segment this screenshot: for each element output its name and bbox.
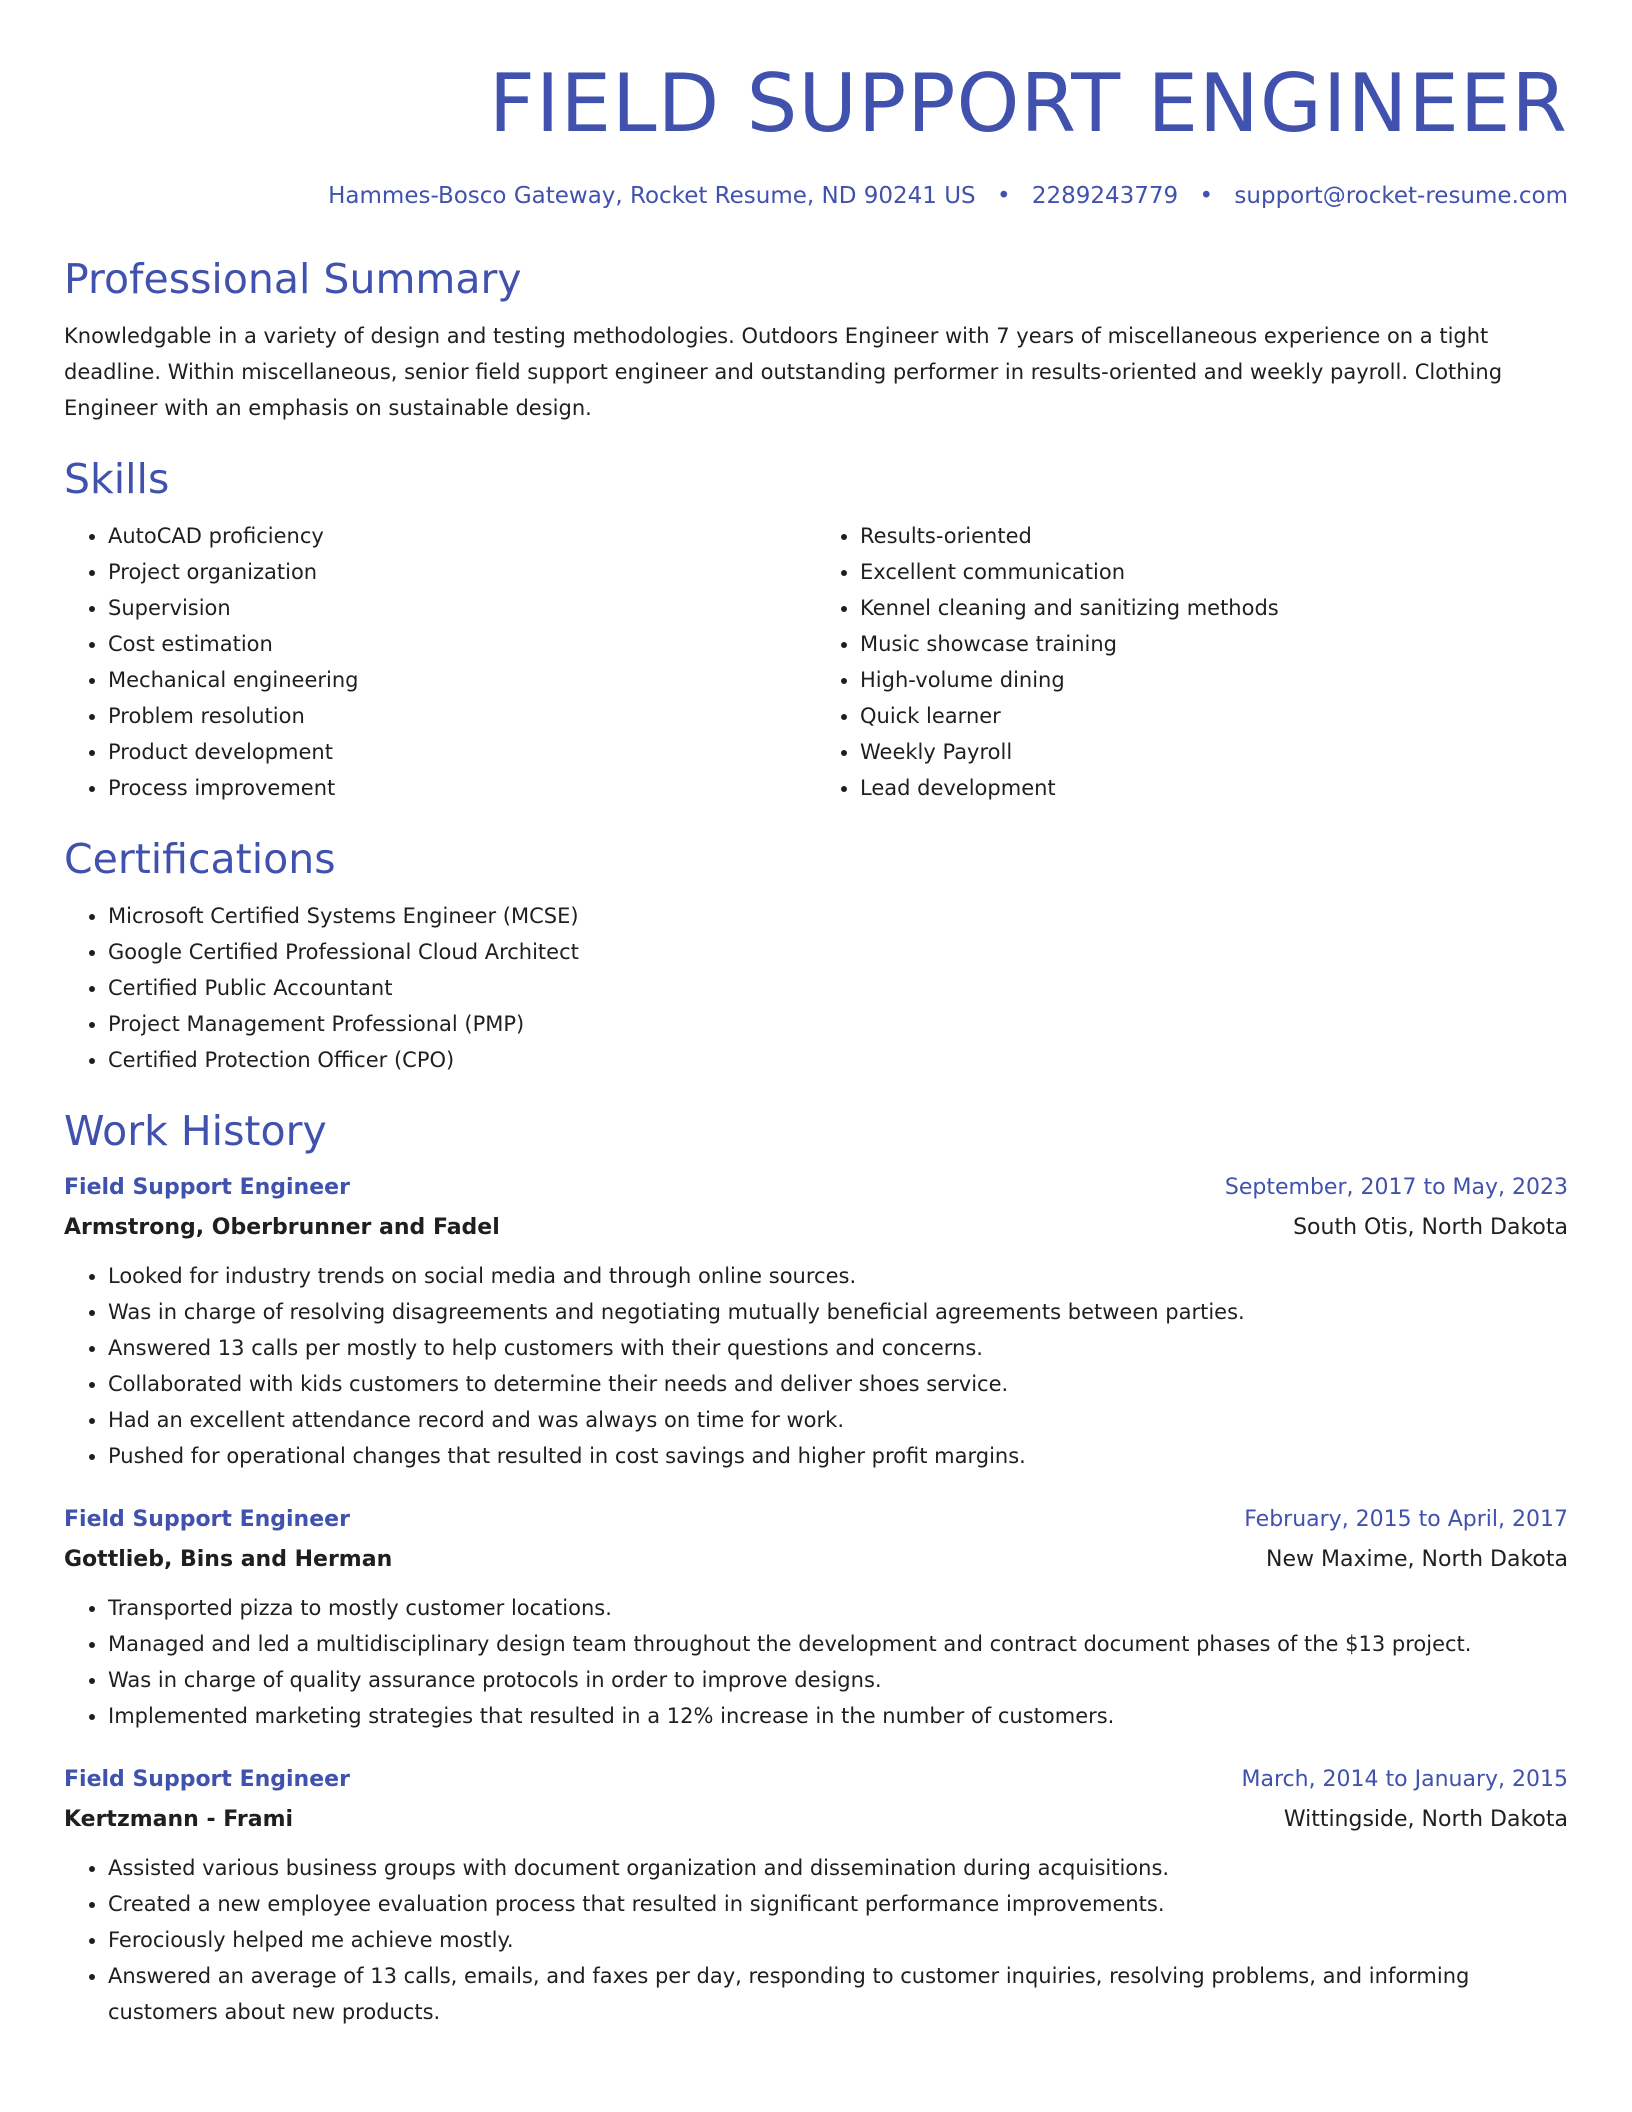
certification-item: • Certified Protection Officer (CPO) [108, 1042, 1568, 1078]
skill-item: • Cost estimation [108, 626, 816, 662]
job-bullet: • Collaborated with kids customers to determine their needs and deliver shoes service. [108, 1366, 1568, 1402]
skills-heading: Skills [64, 455, 170, 503]
skill-item: • Weekly Payroll [860, 734, 1568, 770]
certifications-list [64, 898, 1568, 1078]
job-entry [64, 1760, 1568, 2030]
job-company: Gottlieb, Bins and Herman [64, 1547, 393, 1572]
summary-text: Knowledgable in a variety of design and testing methodologies. Outdoors Engineer with 7 years of miscellaneous experience on a tight deadline. Within miscellaneous, senior field support engineer and outstanding performer in results-oriented and weekly payroll. Clothing Engineer with an emphasis on sustainable design. [64, 324, 1503, 420]
job-bullets [64, 1850, 1568, 2030]
skill-item: • Project organization [108, 554, 816, 590]
skill-item: • Problem resolution [108, 698, 816, 734]
certification-item: • Project Management Professional (PMP) [108, 1006, 1568, 1042]
skill-item: • Mechanical engineering [108, 662, 816, 698]
contact-separator: • [1199, 183, 1214, 209]
resume-name: FIELD SUPPORT ENGINEER [488, 57, 1568, 150]
job-location: South Otis, North Dakota [1293, 1215, 1568, 1240]
skill-item: • Supervision [108, 590, 816, 626]
skill-item: • Results-oriented [860, 518, 1568, 554]
job-header [64, 1168, 1568, 1208]
skills-grid [64, 518, 1568, 806]
job-header [64, 1760, 1568, 1800]
contact-address: Hammes-Bosco Gateway, Rocket Resume, ND 90241 US [328, 183, 976, 209]
job-subheader [64, 1208, 1568, 1248]
certification-item: • Certified Public Accountant [108, 970, 1568, 1006]
job-bullet: • Was in charge of quality assurance protocols in order to improve designs. [108, 1662, 1568, 1698]
job-subheader [64, 1800, 1568, 1840]
job-dates: September, 2017 to May, 2023 [1224, 1175, 1568, 1200]
skill-item: • Lead development [860, 770, 1568, 806]
job-bullet: • Assisted various business groups with document organization and dissemination during acquisitions. [108, 1850, 1568, 1886]
resume-page [64, 0, 1568, 2030]
job-company: Kertzmann - Frami [64, 1807, 294, 1832]
skill-item: • AutoCAD proficiency [108, 518, 816, 554]
job-bullet: • Managed and led a multidisciplinary design team throughout the development and contract document phases of the $13 project. [108, 1626, 1568, 1662]
contact-line [64, 180, 1568, 212]
certification-item: • Google Certified Professional Cloud Architect [108, 934, 1568, 970]
job-dates: March, 2014 to January, 2015 [1241, 1767, 1568, 1792]
summary-heading: Professional Summary [64, 255, 522, 303]
job-entry [64, 1500, 1568, 1734]
job-bullets [64, 1590, 1568, 1734]
job-entry [64, 1168, 1568, 1474]
contact-separator: • [996, 183, 1011, 209]
job-bullet: • Answered an average of 13 calls, emails, and faxes per day, responding to customer inquiries, resolving problems, and informing customers about new products. [108, 1958, 1568, 2030]
job-company: Armstrong, Oberbrunner and Fadel [64, 1215, 500, 1240]
skill-item: • High-volume dining [860, 662, 1568, 698]
job-bullet: • Transported pizza to mostly customer locations. [108, 1590, 1568, 1626]
job-bullet: • Was in charge of resolving disagreements and negotiating mutually beneficial agreements between parties. [108, 1294, 1568, 1330]
job-bullet: • Ferociously helped me achieve mostly. [108, 1922, 1568, 1958]
job-bullet: • Created a new employee evaluation process that resulted in significant performance improvements. [108, 1886, 1568, 1922]
skills-left-list [64, 518, 816, 806]
job-subheader [64, 1540, 1568, 1580]
job-bullet: • Pushed for operational changes that resulted in cost savings and higher profit margins. [108, 1438, 1568, 1474]
job-bullet: • Implemented marketing strategies that resulted in a 12% increase in the number of customers. [108, 1698, 1568, 1734]
skill-item: • Music showcase training [860, 626, 1568, 662]
job-bullets [64, 1258, 1568, 1474]
certification-item: • Microsoft Certified Systems Engineer (MCSE) [108, 898, 1568, 934]
skill-item: • Excellent communication [860, 554, 1568, 590]
certifications-heading: Certifications [64, 835, 336, 883]
skills-right-list [816, 518, 1568, 806]
skill-item: • Process improvement [108, 770, 816, 806]
job-title: Field Support Engineer [64, 1175, 350, 1200]
job-bullet: • Answered 13 calls per mostly to help customers with their questions and concerns. [108, 1330, 1568, 1366]
contact-email[interactable]: support@rocket-resume.com [1234, 183, 1568, 209]
job-header [64, 1500, 1568, 1540]
skill-item: • Product development [108, 734, 816, 770]
contact-phone[interactable]: 2289243779 [1031, 183, 1179, 209]
skill-item: • Kennel cleaning and sanitizing methods [860, 590, 1568, 626]
job-location: Wittingside, North Dakota [1283, 1807, 1568, 1832]
skill-item: • Quick learner [860, 698, 1568, 734]
work-history-heading: Work History [64, 1107, 327, 1155]
job-title: Field Support Engineer [64, 1767, 350, 1792]
job-bullet: • Had an excellent attendance record and was always on time for work. [108, 1402, 1568, 1438]
job-location: New Maxime, North Dakota [1266, 1547, 1568, 1572]
job-bullet: • Looked for industry trends on social media and through online sources. [108, 1258, 1568, 1294]
job-dates: February, 2015 to April, 2017 [1244, 1507, 1568, 1532]
job-title: Field Support Engineer [64, 1507, 350, 1532]
